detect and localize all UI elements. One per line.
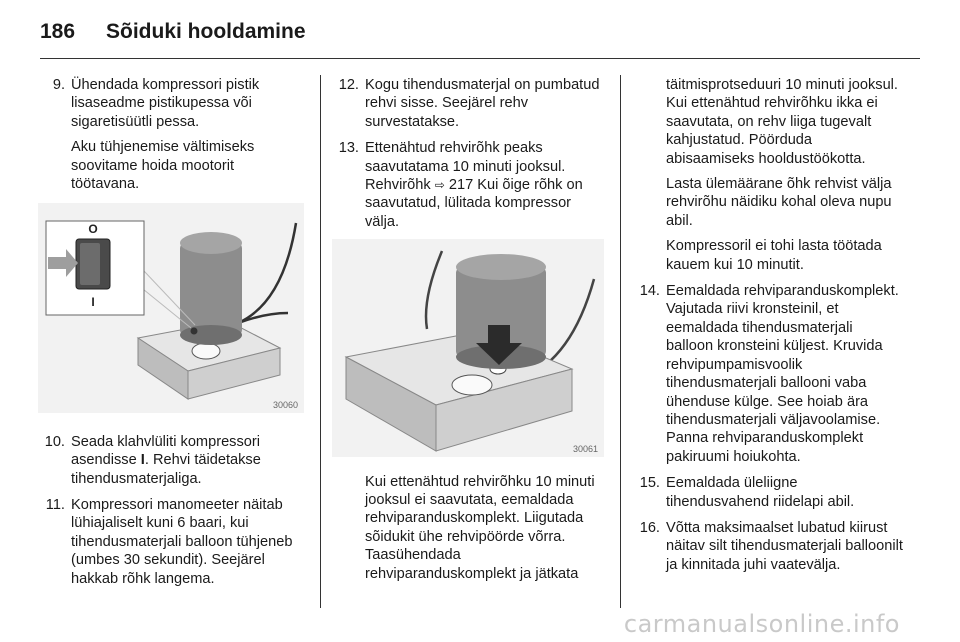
column-divider	[620, 75, 621, 608]
continued-text: Lasta ülemäärane õhk rehvist välja rehvirõhu näidiku kohal oleva nupu abil.	[666, 176, 892, 229]
column-1	[38, 76, 304, 596]
column-2	[332, 76, 604, 583]
compressor-switch-illustration	[38, 203, 304, 413]
step-text: Eemaldada üleliigne tihendusvahend riidelapi abil.	[666, 475, 855, 510]
figure-code: 30061	[572, 444, 598, 455]
switch-label-on: I	[91, 295, 95, 310]
step-number: 9.	[52, 77, 65, 93]
header-rule	[40, 58, 920, 59]
figure-compressor-switch	[38, 203, 304, 418]
rocker-switch-face	[80, 243, 100, 285]
step-number: 14.	[639, 283, 660, 300]
step-15	[633, 474, 903, 511]
step-text-part: Seada klahvlüliti kompressori asendisse	[71, 433, 260, 469]
step-text: Ühendada kompressori pistik lisaseadme pistikupessa või sigaretisüütli pessa.	[71, 77, 260, 130]
page-reference-arrow-icon: ⇨	[434, 178, 445, 193]
continued-text: täitmisprotseduuri 10 minuti jooksul. Kui ettenähtud rehvirõhku ikka ei saavutata, on rehv liiga tugevalt kahjustatud. Pöörduda abisaamiseks hooldustöökotta.	[666, 77, 898, 167]
step-number: 15.	[639, 475, 660, 492]
step-13-continued	[633, 76, 903, 274]
continued-text: Kompressoril ei tohi lasta töötada kauem kui 10 minutit.	[666, 238, 882, 273]
compressor-button-illustration	[332, 239, 604, 457]
switch-position-label: I	[140, 452, 145, 469]
figure-caption: Kui ettenähtud rehvirõhku 10 minuti jooksul ei saavutata, eemaldada rehviparanduskomplekt. Liigutada sõidukit ühe rehvipöörde võrra. Taasühendada rehviparanduskomplekt ja jätkata	[365, 473, 595, 582]
switch-marker	[191, 328, 198, 335]
column-divider	[320, 75, 321, 608]
sealant-bottle-top	[180, 232, 242, 254]
step-number: 13.	[338, 140, 359, 157]
step-number: 10.	[44, 433, 65, 450]
sealant-bottle-base	[180, 325, 242, 345]
step-text	[71, 433, 304, 488]
step-16	[633, 519, 903, 574]
step-text-part: 217 Kui õige rõhk on saavutatud, lülitada kompressor välja.	[365, 177, 583, 230]
step-14	[633, 282, 903, 466]
step-number: 12.	[338, 77, 359, 93]
pressure-gauge	[452, 375, 492, 395]
sealant-bottle-body	[180, 243, 242, 335]
step-9	[38, 76, 304, 193]
step-text-part: Ettenähtud rehvirõhk peaks saavutatama 10 minuti jooksul. Rehvirõhk	[365, 140, 566, 194]
page-number: 186	[40, 20, 76, 43]
step-10	[38, 433, 304, 488]
column-3	[633, 76, 903, 582]
step-13	[332, 139, 604, 231]
step-text-part: . Rehvi täidetakse tihendusmaterjaliga.	[71, 452, 261, 487]
sealant-bottle-top	[456, 254, 546, 280]
page-header	[40, 14, 920, 54]
step-note: Aku tühjenemise vältimiseks soovitame hoida mootorit töötavana.	[71, 139, 255, 193]
switch-label-off: O	[88, 222, 98, 237]
step-text: Kogu tihendusmaterjal on pumbatud rehvi sisse. Seejärel rehv survestatakse.	[365, 77, 600, 130]
step-text: Eemaldada rehviparanduskomplekt. Vajutada riivi kronsteinil, et eemaldada tihendusmaterjali balloon kronsteini küljest. Kruvida rehvipumpamisvoolik tihendusmaterjali ballooni vaba ühenduse külge. See hoiab ära tihendusmaterjali väljavoolamise. Panna rehviparanduskomplekt pakiruumi hoiukohta.	[666, 283, 899, 465]
watermark: carmanualsonline.info	[623, 610, 900, 638]
step-text: Võtta maksimaalset lubatud kiirust näitav silt tihendusmaterjali balloonilt ja kinnitada juhi vaatevälja.	[666, 519, 903, 573]
step-number: 11.	[45, 497, 65, 514]
figure-code: 30060	[272, 400, 298, 411]
step-12	[332, 76, 604, 131]
step-text: Kompressori manomeeter näitab lühiajaliselt kuni 6 baari, kui tihendusmaterjali balloon tühjeneb (umbes 30 sekundit). Seejärel hakkab rõhk langema.	[71, 497, 293, 587]
step-11	[38, 496, 304, 588]
step-text	[365, 139, 604, 231]
figure-compressor-button	[332, 239, 604, 462]
pressure-gauge	[192, 343, 220, 359]
step-number: 16.	[639, 519, 660, 536]
page-title: Sõiduki hooldamine	[106, 20, 306, 43]
